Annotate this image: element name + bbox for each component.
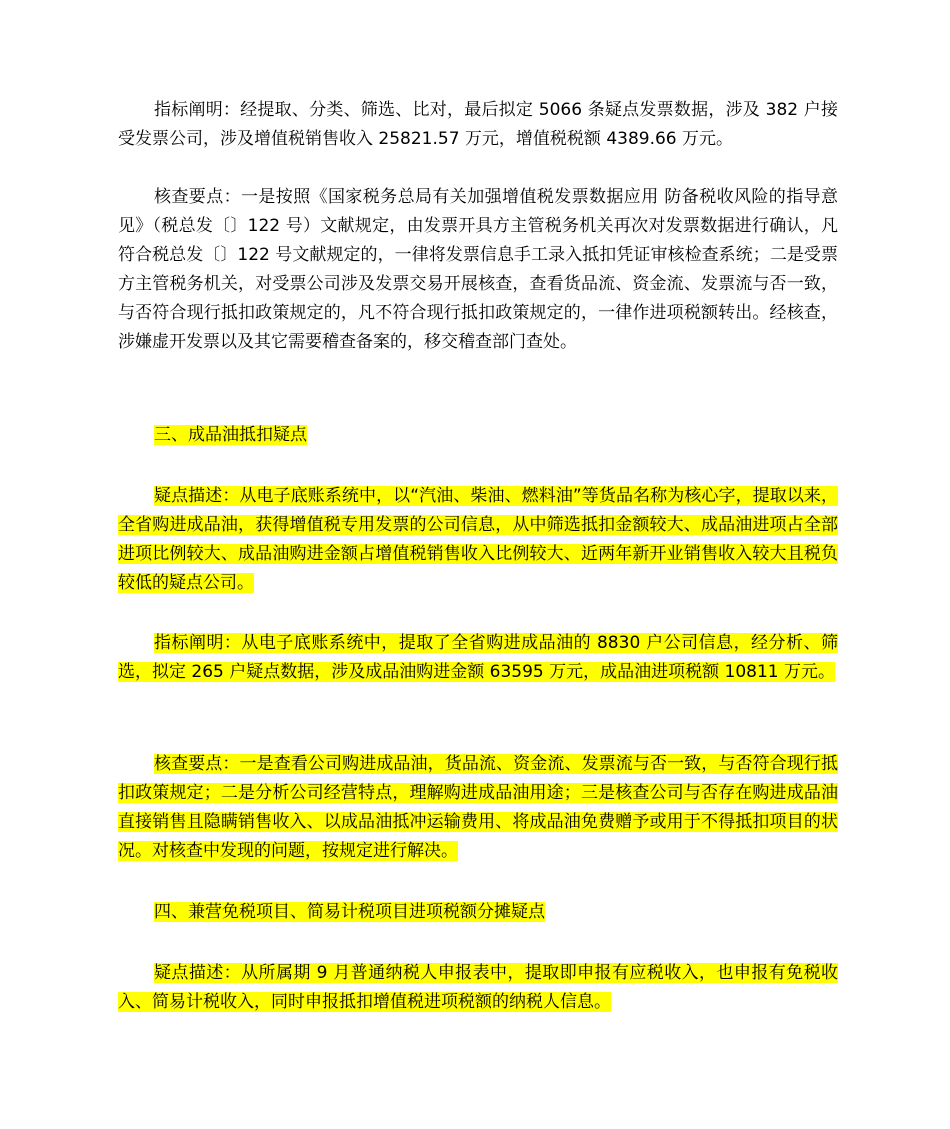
paragraph-check-points-3 — [118, 750, 838, 866]
paragraph-indicator-explanation-1 — [118, 96, 838, 154]
paragraph-text: 核查要点：一是按照《国家税务总局有关加强增值税发票数据应用 防备税收风险的指导意见》（税总发〔〕122 号）文献规定，由发票开具方主管税务机关再次对发票数据进行确认，凡符合税总发〔〕122 号文献规定的，一律将发票信息手工录入抵扣凭证审核检查系统；二是受票方主管税务机关，对受票公司涉及发票交易开展核查，查看货品流、资金流、发票流与否一致，与否符合现行抵扣政策规定的，凡不符合现行抵扣政策规定的，一律作进项税额转出。经核查，涉嫌虚开发票以及其它需要稽查备案的，移交稽查部门查处。 — [118, 187, 838, 352]
paragraph-text: 疑点描述：从电子底账系统中，以“汽油、柴油、燃料油”等货品名称为核心字，提取以来，全省购进成品油，获得增值税专用发票的公司信息，从中筛选抵扣金额较大、成品油进项占全部进项比例较大、成品油购进金额占增值税销售收入比例较大、近两年新开业销售收入较大且税负较低的疑点公司。 — [118, 486, 838, 593]
paragraph-indicator-explanation-3 — [118, 629, 838, 687]
heading-text: 四、兼营免税项目、简易计税项目进项税额分摊疑点 — [154, 902, 545, 922]
heading-text: 三、成品油抵扣疑点 — [154, 425, 307, 445]
section-heading-3 — [118, 421, 838, 450]
paragraph-suspicion-description-4 — [118, 959, 838, 1017]
section-heading-4 — [118, 898, 838, 927]
paragraph-text: 指标阐明：经提取、分类、筛选、比对，最后拟定 5066 条疑点发票数据，涉及 382 户接受发票公司，涉及增值税销售收入 25821.57 万元，增值税税额 4389.66 万元。 — [118, 100, 838, 149]
paragraph-check-points-1 — [118, 183, 838, 357]
paragraph-text: 疑点描述：从所属期 9 月普通纳税人申报表中，提取即申报有应税收入，也申报有免税收入、简易计税收入，同时申报抵扣增值税进项税额的纳税人信息。 — [118, 963, 838, 1012]
paragraph-suspicion-description-3 — [118, 482, 838, 598]
paragraph-text: 核查要点：一是查看公司购进成品油，货品流、资金流、发票流与否一致，与否符合现行抵扣政策规定；二是分析公司经营特点，理解购进成品油用途；三是核查公司与否存在购进成品油直接销售且隐瞒销售收入、以成品油抵冲运输费用、将成品油免费赠予或用于不得抵扣项目的状况。对核查中发现的问题，按规定进行解决。 — [118, 754, 838, 861]
paragraph-text: 指标阐明：从电子底账系统中，提取了全省购进成品油的 8830 户公司信息，经分析、筛选，拟定 265 户疑点数据，涉及成品油购进金额 63595 万元，成品油进项税额 10811 万元。 — [118, 633, 838, 682]
